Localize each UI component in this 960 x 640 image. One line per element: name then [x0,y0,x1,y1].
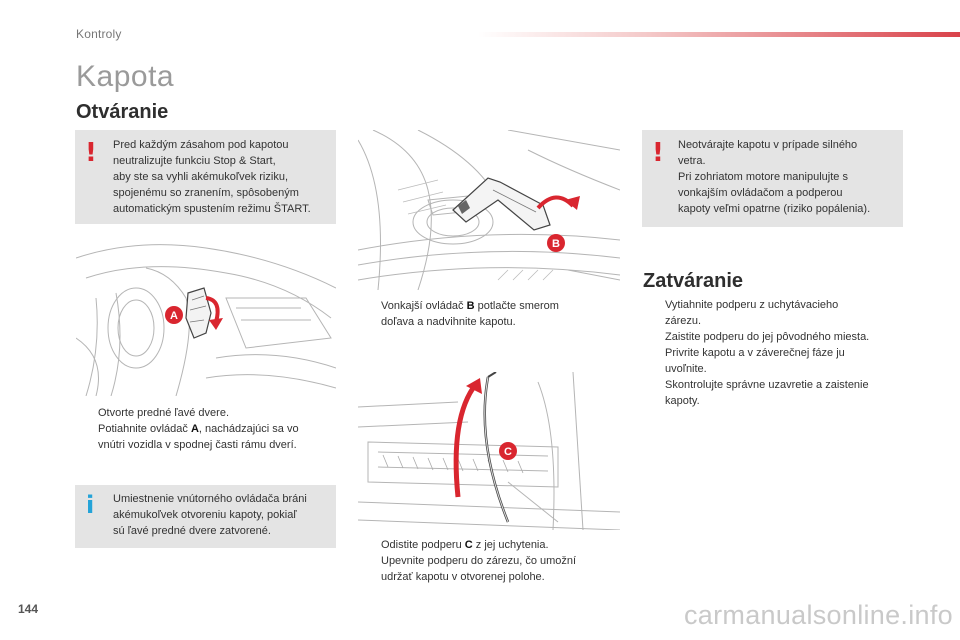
list-item: Odistite podperu C z jej uchytenia. [381,539,549,551]
list-item: Skontrolujte správne uzavretie a zaistenie [665,379,869,391]
info-icon: i [86,491,95,519]
warning-line: Pred každým zásahom pod kapotou [113,139,289,151]
warning-line: vonkajším ovládačom a podperou [678,187,843,199]
warning-box-wind-heat [642,130,903,227]
prop-rod-drawing [358,372,620,530]
info-line: sú ľavé predné dvere zatvorené. [113,525,271,537]
exterior-lever-drawing [358,130,620,290]
step-c-list [359,537,621,585]
warning-line: spojenému so zranením, spôsobeným [113,187,299,199]
illustration-interior-lever [76,238,336,396]
page-number: 144 [18,602,39,616]
list-item: Privrite kapotu a v záverečnej fáze ju [665,347,845,359]
list-item-continuation: doľava a nadvihnite kapotu. [381,316,516,328]
warning-line: aby ste sa vyhli akémukoľvek riziku, [113,171,288,183]
info-line: akémukoľvek otvoreniu kapoty, pokiaľ [113,509,297,521]
info-line: Umiestnenie vnútorného ovládača bráni [113,493,307,505]
list-item-continuation: zárezu. [665,315,702,327]
warning-icon: ! [85,138,97,168]
list-item: Upevnite podperu do zárezu, čo umožní [381,555,577,567]
warning-icon: ! [652,138,664,168]
list-item-continuation: vnútri vozidla v spodnej časti rámu dverí. [98,439,297,451]
interior-lever-drawing [76,238,336,396]
watermark: carmanualsonline.info [684,600,953,630]
list-item-continuation: kapoty. [665,395,700,407]
callout-b-badge [546,233,566,253]
list-item: Otvorte predné ľavé dvere. [98,407,230,419]
illustration-prop-rod [358,372,620,530]
callout-b-label: B [552,238,560,250]
opening-heading: Otváranie [76,101,169,123]
info-box-interior-lever [75,485,336,548]
warning-box-stop-start [75,130,336,224]
warning-line: kapoty veľmi opatrne (riziko popálenia). [678,203,871,215]
warning-line: automatickým spustením režimu ŠTART. [113,203,311,215]
warning-line: neutralizujte funkciu Stop & Start, [113,155,276,167]
list-item: Zaistite podperu do jej pôvodného miesta. [665,331,870,343]
warning-line: vetra. [678,155,706,167]
list-item: Potiahnite ovládač A, nachádzajúci sa vo [98,423,299,435]
list-item: Vonkajší ovládač B potlačte smerom [381,300,559,312]
closing-heading: Zatváranie [643,270,744,292]
callout-c-label: C [504,446,512,458]
list-item: Vytiahnite podperu z uchytávacieho [665,299,839,311]
warning-line: Pri zohriatom motore manipulujte s [678,171,848,183]
callout-a-badge [164,305,184,325]
header-rule [478,32,960,37]
page-title: Kapota [76,60,175,93]
step-b-list [359,298,621,330]
callout-c-badge [498,441,518,461]
callout-a-label: A [170,310,178,322]
warning-line: Neotvárajte kapotu v prípade silného [678,139,858,151]
section-label: Kontroly [76,27,122,41]
list-item-continuation: udržať kapotu v otvorenej polohe. [381,571,545,583]
list-item-continuation: uvoľnite. [665,363,707,375]
illustration-exterior-lever [358,130,620,290]
closing-list [643,297,905,409]
step-a-list [76,405,338,453]
